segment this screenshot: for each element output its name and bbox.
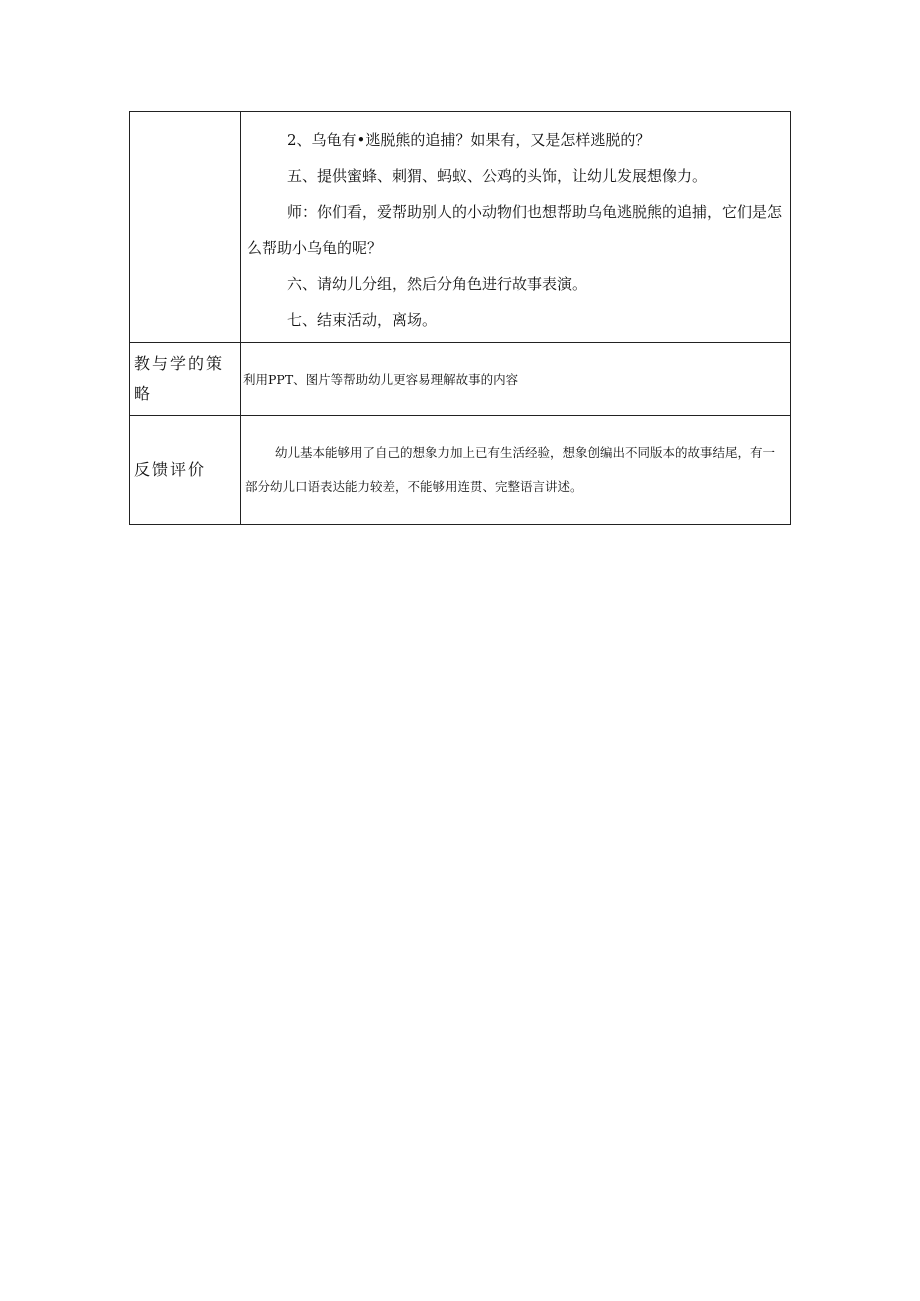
lesson-plan-table [129, 111, 791, 525]
steps-cell [241, 112, 791, 343]
table-row-activity-steps [130, 112, 791, 343]
step-item: 六、请幼儿分组，然后分角色进行故事表演。 [287, 275, 588, 293]
row-label-cell [130, 416, 241, 525]
table-row-strategy [130, 343, 791, 416]
row-label-cell [130, 343, 241, 416]
feedback-cell [241, 416, 791, 525]
step-item: 师：你们看，爱帮助别人的小动物们也想帮助乌龟逃脱熊的追捕，它们是怎么帮助小乌龟的呢？ [247, 203, 783, 257]
row-label-feedback: 反馈评价 [134, 460, 207, 479]
strategy-cell [241, 343, 791, 416]
row-label-cell [130, 112, 241, 343]
feedback-text: 幼儿基本能够用了自己的想象力加上已有生活经验，想象创编出不同版本的故事结尾，有一部分幼儿口语表达能力较差，不能够用连贯、完整语言讲述。 [245, 445, 776, 494]
step-item: 五、提供蜜蜂、刺猬、蚂蚁、公鸡的头饰，让幼儿发展想像力。 [287, 167, 708, 185]
row-label-strategy: 教与学的策略 [134, 354, 225, 403]
step-item: 2、乌龟有•逃脱熊的追捕？如果有，又是怎样逃脱的？ [287, 131, 651, 149]
table-row-feedback [130, 416, 791, 525]
strategy-text: 利用PPT、图片等帮助幼儿更容易理解故事的内容 [243, 372, 519, 387]
step-item: 七、结束活动，离场。 [287, 311, 438, 329]
